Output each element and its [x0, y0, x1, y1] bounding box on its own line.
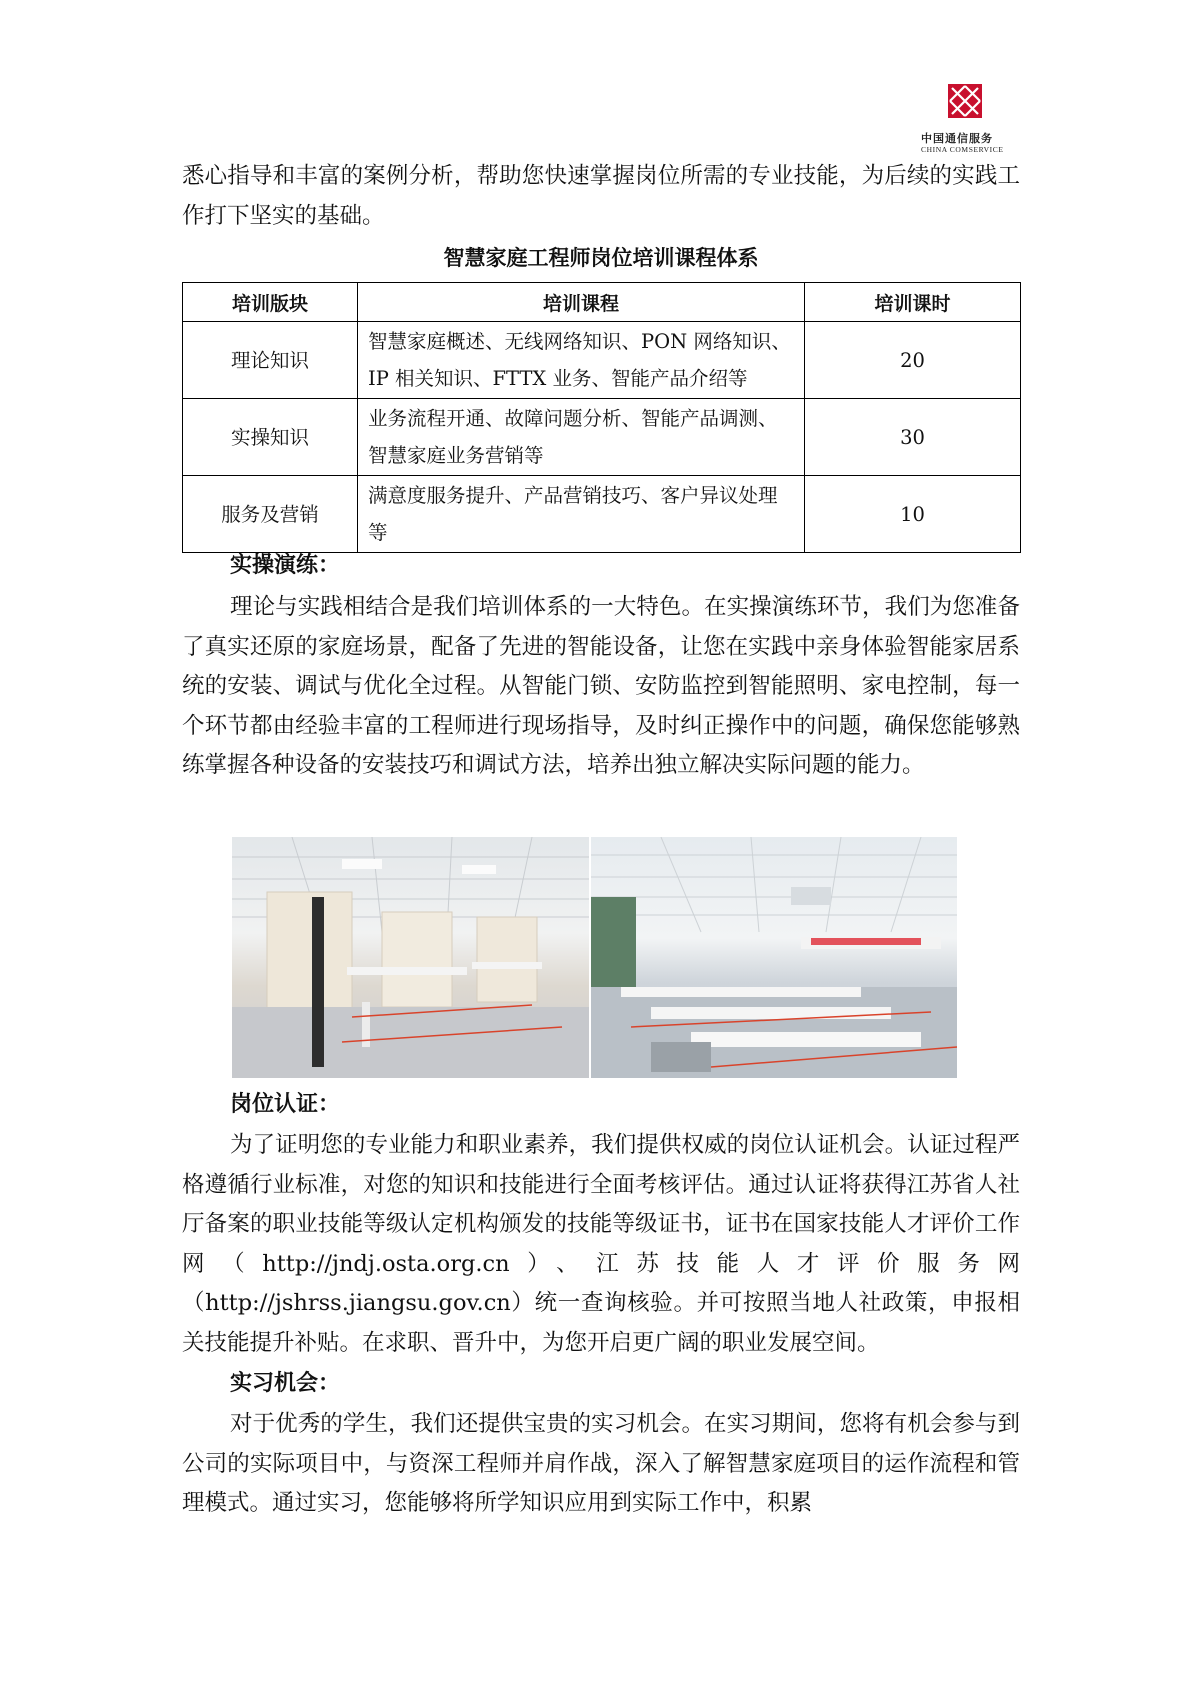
table-caption: 智慧家庭工程师岗位培训课程体系 — [443, 246, 759, 270]
table-header-row — [183, 283, 1021, 322]
module-cell: 实操知识 — [183, 399, 358, 476]
practice-paragraph: 理论与实践相结合是我们培训体系的一大特色。在实操演练环节，我们为您准备了真实还原的家庭场景，配备了先进的智能设备，让您在实践中亲身体验智能家居系统的安装、调试与优化全过程。从智能门锁、安防监控到智能照明、家电控制，每一个环节都由经验丰富的工程师进行现场指导，及时纠正操作中的问题，确保您能够熟练掌握各种设备的安装技巧和调试方法，培养出独立解决实际问题的能力。 — [182, 594, 1020, 778]
table-row — [183, 476, 1021, 553]
header-hours: 培训课时 — [805, 283, 1021, 322]
logo-emblem-icon — [948, 84, 982, 118]
courses-cell: 业务流程开通、故障问题分析、智能产品调测、智慧家庭业务营销等 — [358, 399, 805, 476]
certification-paragraph: 为了证明您的专业能力和职业素养，我们提供权威的岗位认证机会。认证过程严格遵循行业标准，对您的知识和技能进行全面考核评估。通过认证将获得江苏省人社厅备案的职业技能等级认定机构颁发的技能等级证书，证书在国家技能人才评价工作网（http://jndj.osta.org.cn）、江苏技能人才评价服务网（http://jshrss.jiangsu.gov.cn）统一查询核验。并可按照当地人社政策，申报相关技能提升补贴。在求职、晋升中，为您开启更广阔的职业发展空间。 — [182, 1132, 1020, 1356]
intro-paragraph: 悉心指导和丰富的案例分析，帮助您快速掌握岗位所需的专业技能，为后续的实践工作打下坚实的基础。 — [182, 163, 1020, 229]
training-room-photos — [232, 837, 957, 1078]
table-row — [183, 399, 1021, 476]
module-cell: 理论知识 — [183, 322, 358, 399]
hours-cell: 20 — [805, 322, 1021, 399]
practice-heading: 实操演练： — [230, 553, 341, 578]
module-cell: 服务及营销 — [183, 476, 358, 553]
internship-paragraph: 对于优秀的学生，我们还提供宝贵的实习机会。在实习期间，您将有机会参与到公司的实际项目中，与资深工程师并肩作战，深入了解智慧家庭项目的运作流程和管理模式。通过实习，您能够将所学知识应用到实际工作中，积累 — [182, 1411, 1020, 1516]
logo-name-en: CHINA COMSERVICE — [921, 145, 1004, 154]
training-room-photo-left — [232, 837, 589, 1078]
header-module: 培训版块 — [183, 283, 358, 322]
hours-cell: 30 — [805, 399, 1021, 476]
training-course-table — [182, 282, 1021, 553]
hours-cell: 10 — [805, 476, 1021, 553]
header-courses: 培训课程 — [358, 283, 805, 322]
certification-heading: 岗位认证： — [230, 1092, 341, 1117]
china-comservice-logo — [913, 84, 1013, 160]
logo-name-cn: 中国通信服务 — [921, 132, 993, 145]
training-room-photo-right — [591, 837, 957, 1078]
courses-cell: 智慧家庭概述、无线网络知识、PON 网络知识、IP 相关知识、FTTX 业务、智能产品介绍等 — [358, 322, 805, 399]
table-row — [183, 322, 1021, 399]
courses-cell: 满意度服务提升、产品营销技巧、客户异议处理等 — [358, 476, 805, 553]
internship-heading: 实习机会： — [230, 1371, 341, 1396]
